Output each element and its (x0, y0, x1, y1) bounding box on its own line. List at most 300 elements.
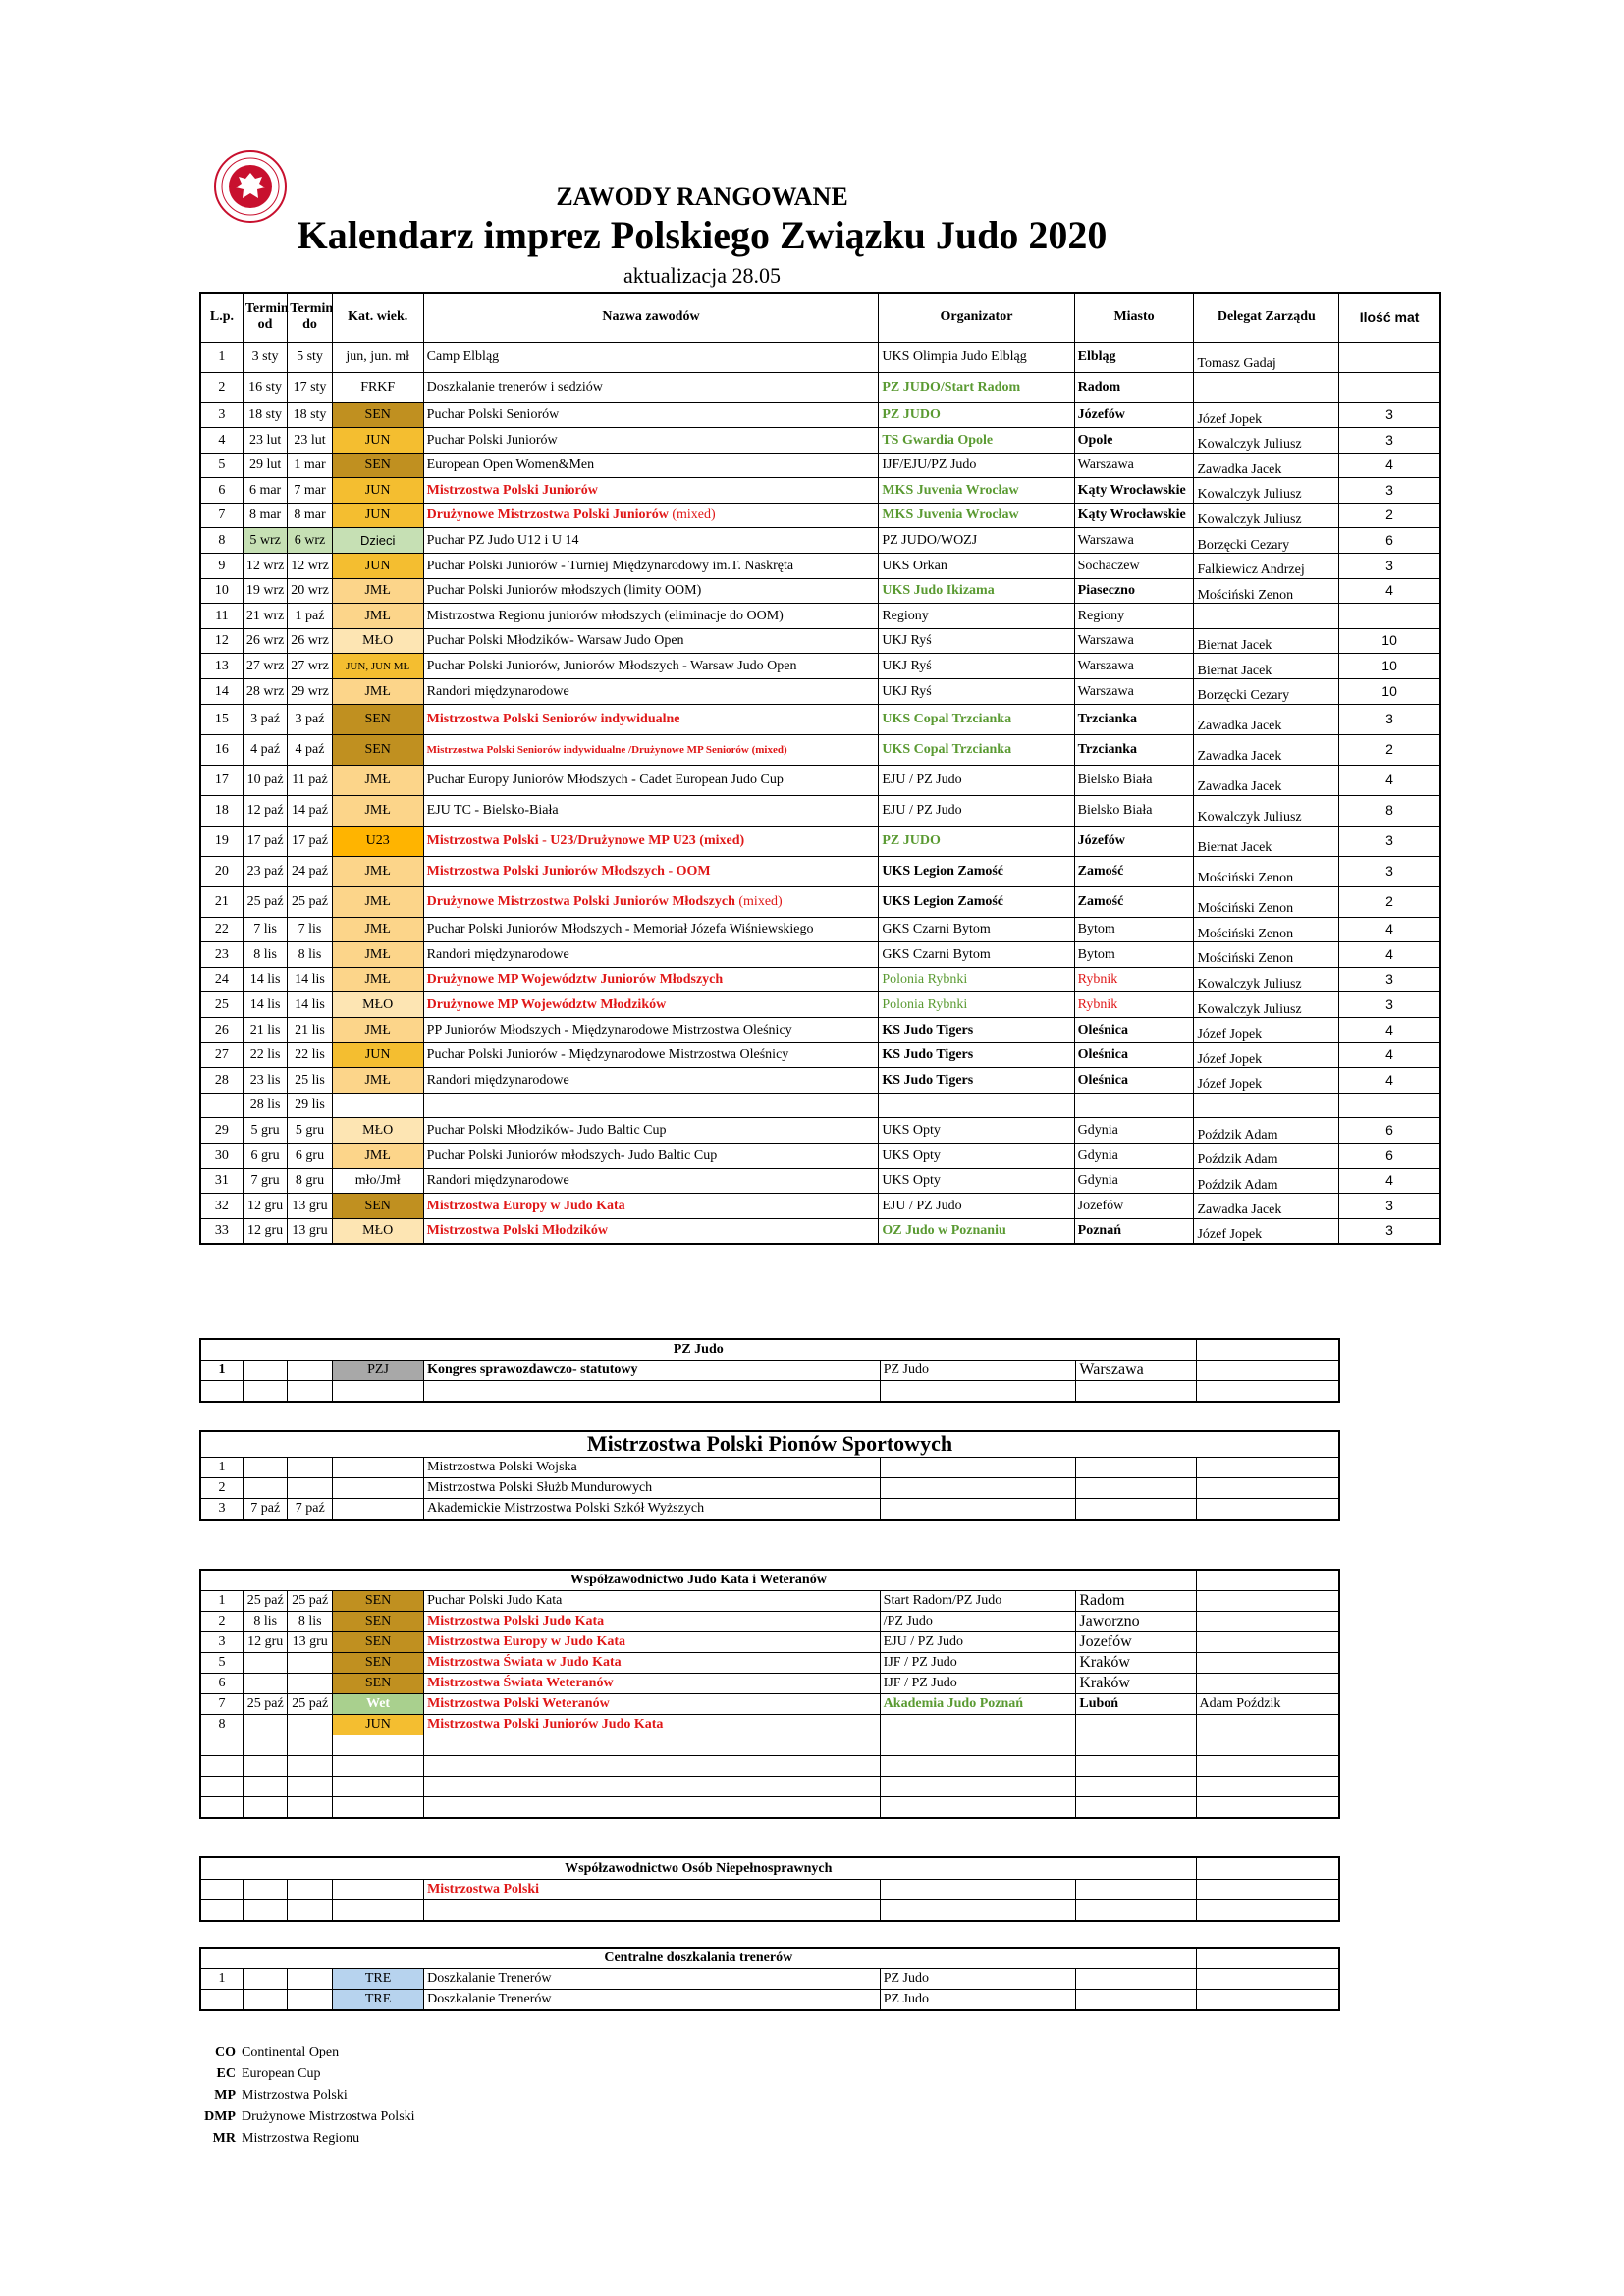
organizer (880, 1715, 1076, 1735)
organizer: UKJ Ryś (879, 679, 1074, 705)
city: Luboń (1076, 1694, 1196, 1715)
date-to: 13 gru (288, 1218, 332, 1244)
event-name-text: Puchar Polski Juniorów, Juniorów Młodszych - Warsaw Judo Open (426, 659, 797, 674)
legend-text: Mistrzostwa Regionu (242, 2131, 360, 2146)
event-name-text: Puchar Polski Juniorów młodszych- Judo Baltic Cup (426, 1148, 718, 1163)
age-category: MŁO (332, 628, 423, 654)
date-to: 13 gru (288, 1632, 333, 1653)
table-row (200, 503, 1440, 528)
niepeln-title: Współzawodnictwo Osób Niepełnosprawnych (200, 1857, 1196, 1879)
empty-cell (880, 1735, 1076, 1756)
age-category: JMŁ (332, 886, 423, 917)
table-row (200, 1715, 1339, 1735)
table-row (200, 1457, 1339, 1477)
empty-cell (200, 1735, 243, 1756)
date-to (288, 1653, 333, 1674)
table-row (200, 1018, 1440, 1043)
pzjudo-table (199, 1338, 1340, 1403)
empty-cell (332, 1797, 423, 1819)
organizer: GKS Czarni Bytom (879, 917, 1074, 942)
table-row (200, 917, 1440, 942)
table-row (200, 1591, 1339, 1612)
event-name-text: Puchar Europy Juniorów Młodszych - Cadet European Judo Cup (426, 772, 784, 787)
date-from: 28 lis (243, 1093, 287, 1118)
event-name (423, 1168, 879, 1194)
delegate: Zawadka Jacek (1194, 1194, 1339, 1219)
mat-count: 10 (1339, 679, 1440, 705)
empty-cell (424, 1735, 881, 1756)
niepeln-table (199, 1856, 1340, 1922)
delegate: Mościński Zenon (1194, 917, 1339, 942)
delegate: Poździk Adam (1194, 1168, 1339, 1194)
date-to: 25 lis (288, 1068, 332, 1094)
delegate (1196, 1715, 1339, 1735)
date-to: 22 lis (288, 1042, 332, 1068)
table-row (200, 856, 1440, 886)
mat-count: 4 (1339, 917, 1440, 942)
lp: 2 (200, 1477, 243, 1498)
city: Trzcianka (1074, 704, 1194, 734)
city: Trzcianka (1074, 734, 1194, 765)
organizer: UKJ Ryś (879, 628, 1074, 654)
event-name (423, 826, 879, 856)
organizer: PZ Judo (880, 1361, 1076, 1381)
delegate (1196, 1990, 1339, 2011)
date-to: 8 lis (288, 942, 332, 968)
event-name: Mistrzostwa Polski Wojska (424, 1457, 881, 1477)
date-to: 24 paź (288, 856, 332, 886)
age-category: JMŁ (332, 1143, 423, 1168)
city: Radom (1076, 1591, 1196, 1612)
city: Sochaczew (1074, 554, 1194, 579)
delegate (1194, 372, 1339, 402)
date-to: 3 paź (288, 704, 332, 734)
date-to (288, 1715, 333, 1735)
event-name-text: PP Juniorów Młodszych - Międzynarodowe Mistrzostwa Oleśnicy (426, 1022, 792, 1038)
mat-count: 6 (1339, 528, 1440, 554)
date-from: 26 wrz (243, 628, 287, 654)
date-to: 14 paź (288, 795, 332, 826)
date-to: 8 gru (288, 1168, 332, 1194)
lp: 29 (200, 1118, 243, 1144)
date-to (288, 1990, 333, 2011)
col-od: Termin od (243, 293, 287, 342)
date-from: 10 paź (243, 765, 287, 795)
delegate (1196, 1969, 1339, 1990)
table-row (200, 1777, 1339, 1797)
city: Józefów (1074, 402, 1194, 428)
table-row (200, 654, 1440, 679)
delegate: Poździk Adam (1194, 1118, 1339, 1144)
delegate: Biernat Jacek (1194, 628, 1339, 654)
event-name (423, 453, 879, 478)
lp (200, 1990, 243, 2011)
organizer: UKS Opty (879, 1168, 1074, 1194)
lp: 7 (200, 503, 243, 528)
delegate: Falkiewicz Andrzej (1194, 554, 1339, 579)
event-name-text: Mistrzostwa Regionu juniorów młodszych (eliminacje do OOM) (426, 608, 784, 623)
event-name (423, 1042, 879, 1068)
table-row (200, 1477, 1339, 1498)
date-to: 29 lis (288, 1093, 332, 1118)
date-from: 29 lut (243, 453, 287, 478)
mat-count: 3 (1339, 428, 1440, 454)
organizer: GKS Czarni Bytom (879, 942, 1074, 968)
lp: 6 (200, 478, 243, 504)
date-from: 25 paź (243, 1694, 288, 1715)
age-category: SEN (332, 1653, 423, 1674)
lp: 24 (200, 967, 243, 992)
city: Gdynia (1074, 1118, 1194, 1144)
organizer: UKS Copal Trzcianka (879, 734, 1074, 765)
lp: 13 (200, 654, 243, 679)
date-to: 8 mar (288, 503, 332, 528)
trenerzy-table (199, 1947, 1340, 2011)
lp: 5 (200, 453, 243, 478)
event-name-text: Mistrzostwa Polski - U23/Drużynowe MP U23 (mixed) (426, 832, 745, 848)
age-category: jun, jun. mł (332, 342, 423, 372)
empty-cell (880, 1756, 1076, 1777)
table-row (200, 704, 1440, 734)
city: Rybnik (1074, 992, 1194, 1018)
delegate: Mościński Zenon (1194, 856, 1339, 886)
delegate: Zawadka Jacek (1194, 704, 1339, 734)
organizer (880, 1477, 1076, 1498)
date-to: 12 wrz (288, 554, 332, 579)
date-to: 1 paź (288, 604, 332, 629)
age-category: Wet (332, 1694, 423, 1715)
piony-title: Mistrzostwa Polski Pionów Sportowych (200, 1431, 1339, 1457)
age-category (332, 1457, 423, 1477)
date-to: 1 mar (288, 453, 332, 478)
date-to: 5 gru (288, 1118, 332, 1144)
lp: 4 (200, 428, 243, 454)
delegate: Kowalczyk Juliusz (1194, 503, 1339, 528)
table-row (200, 992, 1440, 1018)
delegate: Kowalczyk Juliusz (1194, 795, 1339, 826)
event-name-text: Drużynowe MP Województw Młodzików (426, 997, 667, 1012)
delegate: Zawadka Jacek (1194, 765, 1339, 795)
table-header (200, 293, 1440, 342)
event-name (423, 1194, 879, 1219)
age-category: JMŁ (332, 1018, 423, 1043)
organizer: PZ Judo (880, 1969, 1076, 1990)
date-from: 14 lis (243, 967, 287, 992)
date-to: 21 lis (288, 1018, 332, 1043)
age-category: SEN (332, 402, 423, 428)
mat-count (1339, 342, 1440, 372)
event-name-text: Mistrzostwa Polski Juniorów Młodszych - OOM (426, 863, 711, 879)
date-from: 16 sty (243, 372, 287, 402)
city: Kraków (1076, 1653, 1196, 1674)
event-name-text: European Open Women&Men (426, 457, 595, 473)
delegate (1196, 1498, 1339, 1520)
city: Warszawa (1076, 1361, 1196, 1381)
date-to: 7 lis (288, 917, 332, 942)
mat-count: 6 (1339, 1143, 1440, 1168)
table-row (200, 1694, 1339, 1715)
lp: 16 (200, 734, 243, 765)
organizer: UKS Copal Trzcianka (879, 704, 1074, 734)
delegate: Biernat Jacek (1194, 654, 1339, 679)
delegate: Borzęcki Cezary (1194, 679, 1339, 705)
date-to: 17 paź (288, 826, 332, 856)
date-from: 12 gru (243, 1194, 287, 1219)
date-from (243, 1477, 288, 1498)
lp: 31 (200, 1168, 243, 1194)
event-name: Mistrzostwa Europy w Judo Kata (424, 1632, 881, 1653)
table-row (200, 604, 1440, 629)
mat-count: 4 (1339, 453, 1440, 478)
age-category: mło/Jmł (332, 1168, 423, 1194)
mat-count: 2 (1339, 886, 1440, 917)
lp: 18 (200, 795, 243, 826)
trenerzy-title: Centralne doszkalania trenerów (200, 1948, 1196, 1969)
organizer: PZ JUDO (879, 402, 1074, 428)
date-from: 25 paź (243, 886, 287, 917)
city (1076, 1457, 1196, 1477)
delegate: Kowalczyk Juliusz (1194, 992, 1339, 1018)
organizer: KS Judo Tigers (879, 1068, 1074, 1094)
mat-count: 6 (1339, 1118, 1440, 1144)
col-org: Organizator (879, 293, 1074, 342)
city (1076, 1498, 1196, 1520)
age-category: JUN, JUN MŁ (332, 654, 423, 679)
event-name: Akademickie Mistrzostwa Polski Szkół Wyższych (424, 1498, 881, 1520)
mat-count: 8 (1339, 795, 1440, 826)
organizer: UKJ Ryś (879, 654, 1074, 679)
organizer: PZ JUDO/Start Radom (879, 372, 1074, 402)
table-row (200, 478, 1440, 504)
delegate (1196, 1612, 1339, 1632)
organizer: Start Radom/PZ Judo (880, 1591, 1076, 1612)
date-from: 4 paź (243, 734, 287, 765)
mat-count: 3 (1339, 554, 1440, 579)
delegate: Biernat Jacek (1194, 826, 1339, 856)
delegate: Józef Jopek (1194, 1218, 1339, 1244)
age-category: Dzieci (332, 528, 423, 554)
event-name: Puchar Polski Judo Kata (424, 1591, 881, 1612)
empty-cell (332, 1756, 423, 1777)
lp: 33 (200, 1218, 243, 1244)
event-name (423, 886, 879, 917)
age-category: JUN (332, 428, 423, 454)
delegate: Józef Jopek (1194, 1042, 1339, 1068)
mat-count: 4 (1339, 765, 1440, 795)
date-to: 25 paź (288, 886, 332, 917)
date-from: 8 mar (243, 503, 287, 528)
legend-text: Drużynowe Mistrzostwa Polski (242, 2109, 415, 2124)
organizer: EJU / PZ Judo (879, 1194, 1074, 1219)
event-name (423, 528, 879, 554)
age-category: JUN (332, 554, 423, 579)
legend-item (202, 2107, 415, 2128)
empty-cell (332, 1777, 423, 1797)
city: Kraków (1076, 1674, 1196, 1694)
legend-item (202, 2085, 415, 2107)
event-name-text: Randori międzynarodowe (426, 1173, 569, 1189)
lp: 11 (200, 604, 243, 629)
empty-cell (200, 1777, 243, 1797)
event-name (423, 942, 879, 968)
mat-count (1339, 372, 1440, 402)
lp: 2 (200, 372, 243, 402)
empty-cell (288, 1797, 333, 1819)
empty-cell (243, 1777, 288, 1797)
lp: 1 (200, 1457, 243, 1477)
event-name (423, 1018, 879, 1043)
organizer: Polonia Rybnki (879, 967, 1074, 992)
delegate (1196, 1457, 1339, 1477)
table-row (200, 1879, 1339, 1899)
delegate: Zawadka Jacek (1194, 453, 1339, 478)
age-category: MŁO (332, 1118, 423, 1144)
organizer: UKS Olimpia Judo Elbląg (879, 342, 1074, 372)
organizer: UKS Orkan (879, 554, 1074, 579)
city: Gdynia (1074, 1143, 1194, 1168)
delegate: Józef Jopek (1194, 402, 1339, 428)
event-name (423, 402, 879, 428)
organizer: KS Judo Tigers (879, 1018, 1074, 1043)
date-from: 3 paź (243, 704, 287, 734)
date-from: 8 lis (243, 1612, 288, 1632)
date-from: 21 lis (243, 1018, 287, 1043)
city: Jozefów (1076, 1632, 1196, 1653)
date-from (243, 1990, 288, 2011)
lp: 19 (200, 826, 243, 856)
date-to: 26 wrz (288, 628, 332, 654)
event-name (423, 604, 879, 629)
table-row (200, 453, 1440, 478)
delegate: Zawadka Jacek (1194, 734, 1339, 765)
city: Jozefów (1074, 1194, 1194, 1219)
empty-cell (1076, 1735, 1196, 1756)
event-name (423, 917, 879, 942)
mat-count: 4 (1339, 1068, 1440, 1094)
delegate: Adam Poździk (1196, 1694, 1339, 1715)
lp: 17 (200, 765, 243, 795)
table-row (200, 342, 1440, 372)
event-name-text: Mistrzostwa Polski Młodzików (426, 1223, 608, 1239)
date-to: 7 paź (288, 1498, 333, 1520)
table-row (200, 1093, 1440, 1118)
organizer: Regiony (879, 604, 1074, 629)
date-from: 12 gru (243, 1218, 287, 1244)
date-from: 28 wrz (243, 679, 287, 705)
table-row (200, 1042, 1440, 1068)
event-name: Mistrzostwa Polski (424, 1879, 881, 1899)
date-to: 14 lis (288, 992, 332, 1018)
date-from: 23 lut (243, 428, 287, 454)
date-from: 18 sty (243, 402, 287, 428)
date-from: 5 wrz (243, 528, 287, 554)
table-row (200, 1653, 1339, 1674)
organizer (879, 1093, 1074, 1118)
event-name-text: Puchar Polski Juniorów Młodszych - Memoriał Józefa Wiśniewskiego (426, 922, 814, 937)
delegate: Mościński Zenon (1194, 578, 1339, 604)
empty-cell (424, 1777, 881, 1797)
mat-count: 4 (1339, 1168, 1440, 1194)
event-name-text: Randori międzynarodowe (426, 946, 569, 962)
age-category: JMŁ (332, 765, 423, 795)
update-date: aktualizacja 28.05 (623, 263, 782, 288)
empty-cell (200, 1797, 243, 1819)
date-to (288, 1457, 333, 1477)
age-category: MŁO (332, 1218, 423, 1244)
date-from: 12 wrz (243, 554, 287, 579)
lp: 1 (200, 1969, 243, 1990)
empty-cell (1196, 1777, 1339, 1797)
lp: 26 (200, 1018, 243, 1043)
lp: 14 (200, 679, 243, 705)
empty-cell (200, 1756, 243, 1777)
event-name-text: Drużynowe Mistrzostwa Polski Juniorów (426, 507, 669, 523)
mat-count: 3 (1339, 1218, 1440, 1244)
age-category: SEN (332, 704, 423, 734)
mat-count (1339, 1093, 1440, 1118)
table-row (200, 967, 1440, 992)
empty-cell (1076, 1756, 1196, 1777)
delegate (1194, 604, 1339, 629)
mat-count: 3 (1339, 826, 1440, 856)
legend-abbr: MR (212, 2131, 236, 2146)
date-from: 22 lis (243, 1042, 287, 1068)
lp: 32 (200, 1194, 243, 1219)
table-row (200, 1168, 1440, 1194)
age-category: FRKF (332, 372, 423, 402)
date-from: 21 wrz (243, 604, 287, 629)
organizer: Akademia Judo Poznań (880, 1694, 1076, 1715)
empty-cell (288, 1756, 333, 1777)
organizer: UKS Opty (879, 1118, 1074, 1144)
col-mats: Ilość mat (1339, 293, 1440, 342)
organizer: KS Judo Tigers (879, 1042, 1074, 1068)
table-row (200, 1674, 1339, 1694)
city: Poznań (1074, 1218, 1194, 1244)
delegate (1194, 1093, 1339, 1118)
lp: 6 (200, 1674, 243, 1694)
date-to (288, 1969, 333, 1990)
lp: 27 (200, 1042, 243, 1068)
table-row (200, 1143, 1440, 1168)
age-category: SEN (332, 453, 423, 478)
city: Zamość (1074, 856, 1194, 886)
event-name-text: Mistrzostwa Polski Seniorów indywidualne (426, 711, 680, 726)
age-category: SEN (332, 1591, 423, 1612)
mat-count: 3 (1339, 478, 1440, 504)
lp: 12 (200, 628, 243, 654)
age-category: JMŁ (332, 1068, 423, 1094)
date-to: 29 wrz (288, 679, 332, 705)
lp: 1 (200, 1591, 243, 1612)
date-from: 7 lis (243, 917, 287, 942)
age-category: JUN (332, 503, 423, 528)
organizer: UKS Judo Ikizama (879, 578, 1074, 604)
event-name-extra: (mixed) (672, 507, 716, 523)
organizer: UKS Legion Zamość (879, 886, 1074, 917)
age-category: SEN (332, 1194, 423, 1219)
table-row (200, 795, 1440, 826)
age-category: SEN (332, 734, 423, 765)
lp: 30 (200, 1143, 243, 1168)
delegate: Kowalczyk Juliusz (1194, 478, 1339, 504)
city: Regiony (1074, 604, 1194, 629)
city (1076, 1969, 1196, 1990)
header-subtitle: ZAWODY RANGOWANE (556, 183, 848, 211)
event-name (423, 478, 879, 504)
table-row (200, 886, 1440, 917)
col-kat: Kat. wiek. (332, 293, 423, 342)
